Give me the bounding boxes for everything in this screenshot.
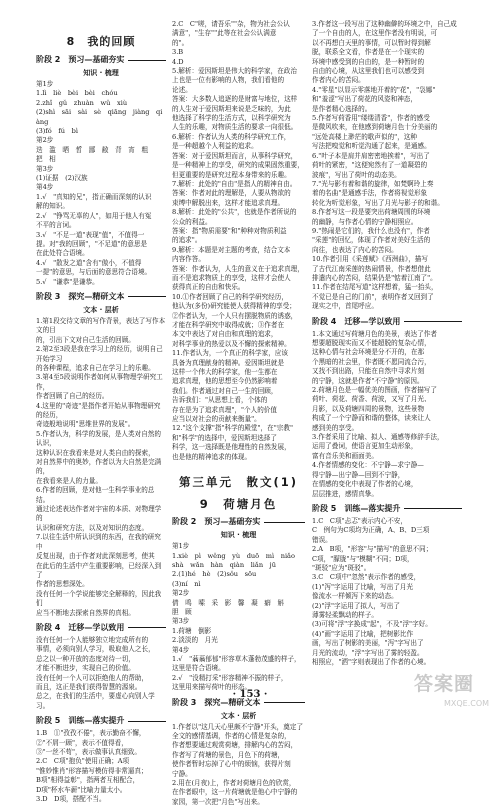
answer-line: 答案：作者认为，人生的意义在于追求真理， — [172, 264, 304, 273]
answer-line: B项"相得益彰"，指两者互相配合， — [36, 776, 140, 785]
answer-line: 又找不到出路，只能在自然中寻求片刻 — [312, 367, 425, 376]
answer-line: 8.解析：此处的"公共"，也就是作者所说的 — [172, 208, 297, 217]
answer-line: 在作者眼中，这一片荷塘就是他心中宁静的 — [172, 788, 298, 797]
answer-line: 把 相 — [36, 155, 56, 164]
answer-line: 公众的利益。 — [172, 217, 212, 226]
answer-line: 排遣内心的苦闷，结果仍是"惦着江南了"。 — [312, 273, 437, 282]
answer-line: (2)shì sāi sài sè qiāng jiàng qiàng — [36, 108, 163, 126]
answer-line: 月影，以及荷塘四周的景物，这些景物 — [312, 404, 425, 413]
answer-line: 3.√ "不足一道"表现"值"，不值得一 — [36, 230, 145, 239]
answer-line: 的人生对于爱因斯坦来说是乏味的，为此 — [172, 104, 291, 113]
answer-line: C项，"朦胧"与"模糊"不同；D项， — [312, 554, 414, 563]
answer-line: 1.本文通过写荷塘月色的美景，表达了作者 — [312, 329, 437, 338]
answer-line: 2.用在(月夜)上，作者对荷塘月色的欣赏， — [172, 779, 296, 788]
section-bar-stage5 — [36, 715, 166, 727]
answer-line: 他认为(多份)研究能使人获得精神的享受； — [172, 302, 296, 311]
answer-line: (1)证据 (2)汉族 — [36, 174, 88, 183]
column-left — [36, 20, 166, 804]
answer-line: 1.第1段交待文章的写作背景，表达了写作本文的目 — [36, 316, 166, 335]
answer-line: 倩 鸣 嗦 采 影 馨 凝 癖 斛 — [172, 598, 285, 607]
answer-line: 1.√ "蓊蓊郁郁"形容草木蓬勃茂盛的样子， — [172, 654, 301, 663]
answer-line: 月光的流动，"浮"字写出了雾的轻盈。 — [312, 648, 424, 657]
answer-line: 1.B ①"孜孜不倦"，表示勤奋不懈， — [36, 729, 146, 738]
answer-line: 9.解析：本题是对主题的考查，结合文本 — [172, 245, 291, 254]
answer-line: 和"科学"的选择中，爱因斯坦选择了 — [172, 433, 277, 442]
answer-line: 而且，这正是我们获得智慧的源泉。 — [36, 682, 142, 691]
answer-line: 10.①作者回顾了自己的科学研究经历， — [172, 292, 288, 301]
answer-line: (3)ní nì — [172, 579, 201, 588]
answer-line: 事情，必须向别人学习，吸取他人之长， — [36, 645, 155, 654]
answer-line: 2.C C"嗟，请吾乐""杂，物为社会公认 — [172, 20, 290, 28]
answer-line: 7."光与影有着和谐的旋律，如梵婀玲上奏 — [312, 179, 434, 188]
answer-block — [36, 317, 166, 618]
answer-line: 满意"，"生存""此等在社会公认满意 — [172, 29, 277, 38]
answer-line: 了一个自由的人，在这里作者没有明说，可 — [312, 29, 438, 38]
answer-line: 转化为听觉形象，写出了月光与影子的和谐。 — [312, 198, 444, 207]
section-rule — [128, 60, 166, 61]
answer-line: (3)fó fú bì — [36, 127, 78, 136]
answer-line: 我们。作者通过对自己一生的回顾， — [172, 386, 278, 395]
answer-line: 束缚中解脱出来，这样才能追求真理。 — [172, 198, 285, 207]
answer-line: 使作者暂时忘掉了心中的烦恼，获得片刻 — [172, 760, 291, 769]
answer-line: 想要超脱现实而又不能超脱的复杂心情， — [312, 339, 431, 347]
answer-line: 胆 顾 — [172, 607, 192, 616]
answer-line: 得宁静—出宁静—回到不宁静， — [312, 470, 405, 479]
section-label: 阶段 4 迁移—学以致用 — [36, 622, 125, 632]
answer-line: 向往，也表达了内心的苦闷。 — [312, 245, 398, 254]
answer-line: 答案：作者对此的理解是，人要从物欲的 — [172, 189, 291, 198]
answer-line: 1.C C项"忐忑"表示内心不安， — [312, 516, 407, 525]
answer-line: 的各种课程，追求自己在学习上的乐趣。 — [36, 363, 155, 372]
answer-line: 没有任何一个人可以拒绝他人的帮助， — [36, 673, 149, 682]
answer-line: C 例句为C项均为正确，A、B、D三项 — [312, 526, 430, 535]
section-bar-stage2 — [36, 54, 166, 66]
answer-line: 荷叶、荷花、荷香、荷波，又写了月光、 — [312, 395, 431, 404]
answer-line: 11.作者认为，一个真正的科学家，应该 — [172, 349, 288, 358]
answer-line: 奇迹般地说明"思维世界的发展"。 — [36, 420, 135, 429]
section-label: 阶段 3 探究—精研文本 — [36, 291, 125, 301]
answer-line: 也是他的精神追求的体现。 — [172, 452, 252, 461]
section-bar-stage4 — [312, 316, 462, 328]
answer-line: ②作者认为，一个人只有摆脱物质的诱惑， — [172, 311, 298, 320]
column-right — [312, 20, 462, 667]
answer-line: 3.D D项，搭配不当。 — [36, 795, 106, 804]
answer-line: 论述。 — [172, 85, 192, 94]
answer-line: 富有音乐美和画面美。 — [312, 451, 378, 460]
answer-line: 以不再想白天里的事情，可以暂时得到解 — [312, 38, 431, 47]
answer-line: shà wǎn hàn qiàn liǎn jū — [172, 560, 276, 569]
answer-line: 答案：指"物质需要"和"种种对物质利益 — [172, 226, 287, 235]
answer-line: 1.作者以"这几天心里颇不宁静"开头，奠定了 — [172, 722, 304, 731]
answer-block — [312, 517, 462, 668]
answer-line: 脱，联系全文看，作者是在一个现实的 — [312, 48, 425, 57]
section-label: 阶段 5 训练—落实提升 — [36, 716, 125, 726]
answer-line: 不觉已是自己的门前"，表明作者又回到了 — [312, 292, 434, 301]
answer-line: 2.√ "没精打采"形容精神不振的样子， — [172, 673, 288, 682]
answer-line: 8.作者写这一段是要突出荷塘周围的环境 — [312, 208, 431, 217]
answer-line: 反复出现，由于作者对此深刻思考，使其 — [36, 552, 155, 561]
answer-line: 在我看来是人的力量。 — [36, 476, 102, 485]
section-rule — [128, 627, 166, 628]
answer-line: 和"羞涩"写出了荷花的风姿和神态， — [312, 95, 417, 104]
answer-line: 薄雾轻柔飘动的样子。 — [312, 610, 378, 619]
answer-line: 不平的言词。 — [36, 221, 76, 230]
answer-line: 而不是追求物质上的享受，这样才会使人 — [172, 273, 291, 282]
answer-line: 存在是为了追求真理"，"个人的价值 — [172, 405, 277, 414]
answer-line: 获得真正的自由和快乐。 — [172, 283, 245, 292]
subsection-title: 文本 · 层析 — [83, 305, 119, 314]
answer-line: 波痕"，写出了荷叶的动态美。 — [312, 170, 401, 179]
section-label: 阶段 2 预习—基础夯实 — [36, 55, 125, 64]
answer-block — [172, 723, 305, 807]
answer-line: 个黑暗的社会里，作者既不愿同流合污， — [312, 357, 431, 366]
answer-line: 这里是符合语境。 — [172, 664, 225, 673]
answer-line: 3.B — [172, 48, 184, 57]
answer-line: 错误。 — [312, 535, 332, 544]
answer-line: 5.解析：爱因斯坦是伟大的科学家，在政治 — [172, 67, 297, 76]
answer-line: 相照应，"洒"字则表现出了作者的心境。 — [312, 658, 431, 666]
answer-line: (4)"画"字运用了比喻，把树影比作 — [312, 629, 414, 638]
watermark-logo — [414, 673, 494, 710]
answer-line: 人生的乐趣，对物质生活的要求一向很低。 — [172, 123, 298, 132]
answer-line: 他选择了科学的生活方式，以科学研究为 — [172, 114, 291, 123]
answer-line: (3)可将"浮"字换成"起"，不及"浮"字好。 — [312, 620, 432, 629]
answer-line: 第3步 — [172, 617, 190, 626]
answer-line: 作者写了荷塘的景色，月色下的荷塘， — [172, 750, 285, 759]
section-label: 阶段 3 探究—精研文本 — [172, 697, 261, 707]
answer-line: 4.这里的"奇迹"是指作者开始从事物理研究的经历， — [36, 401, 161, 419]
answer-line: (2)"浮"字运用了拟人，写出了 — [312, 601, 400, 610]
answer-line: 提。对"我的回顾"，"不足道"的意思是 — [36, 239, 148, 248]
answer-line: 2.C C项"抱负"使用正确；A项 — [36, 757, 130, 766]
answer-line: 科学，这一选择既是他理性的自然发展， — [172, 443, 291, 452]
answer-line: 宁静。 — [172, 769, 192, 778]
answer-line: 这种心情与社会环境是分不开的，在那 — [312, 348, 425, 357]
section-rule — [404, 321, 462, 322]
answer-line: 荷叶的紧密，"这便宛然有了一道凝碧的 — [312, 161, 428, 170]
section-label: 阶段 2 预习—基础夯实 — [172, 517, 261, 527]
answer-line: 是一种精神上的享受，研究的成果固然重要， — [172, 161, 304, 170]
answer-line: 是作者精心选择的。 — [312, 104, 372, 113]
answer-line: 总之，在我们的生活中，要虚心向别人学习。 — [36, 692, 155, 710]
answer-line: 答案：大多数人追逐的是财富与地位，这样 — [172, 95, 298, 104]
answer-line: 本文中表达了对自由和真理的追求， — [172, 330, 278, 339]
answer-line: 构成了一个宁静而和谐的整体，读来让人 — [312, 414, 431, 423]
answer-line: 在情感的变化中表现了作者的心境， — [312, 480, 418, 489]
answer-line: "采莲"的回忆，体现了作者对美好生活的 — [312, 236, 431, 245]
answer-line: 2.荷塘月色是一幅优美的图画，作者描写了 — [312, 386, 437, 395]
answer-line: "远处高楼上渺茫的歌声似的"，这种 — [312, 132, 417, 141]
answer-line: 告诉我们："从思想上看，个体的 — [172, 396, 268, 405]
answer-line: 4.√ "散发之道"含有"傲小，不值得 — [36, 258, 142, 267]
answer-line: 11.作者在结尾写道"这样想着，猛一抬头， — [312, 283, 438, 292]
answer-line: 的宁静，这就是作者"不宁静"的原因。 — [312, 376, 424, 385]
answer-line: 第4步 — [172, 645, 190, 654]
answer-line: 2.A B项，"形容"与"描写"的意思不同； — [312, 545, 433, 554]
answer-line: 运用了叠词，使语言更加生动形象， — [312, 442, 418, 451]
answer-line: 5.作者认为，科学的发展，是人类对自然的认识， — [36, 429, 161, 448]
watermark-url: MXQE.COM — [444, 699, 490, 708]
answer-block — [172, 542, 305, 693]
section-bar-stage2 — [172, 516, 305, 528]
answer-line: 的"。 — [172, 38, 189, 47]
answer-line: 2.淡淡的 月光 — [172, 636, 218, 645]
answer-line: ③"一丝不苟"，表示做事认真细致。 — [36, 748, 141, 756]
answer-line: 才能在科学研究中取得成就；③作者在 — [172, 321, 285, 329]
answer-line: 像流水一样倾泻下来的动态。 — [312, 592, 398, 601]
answer-line: 3.第4至5段说明作者如何从事物理学研究工作， — [36, 373, 163, 391]
chapter-title: 8 我的回顾 — [66, 35, 136, 48]
answer-line: "斑驳"应为"斑驳"。 — [312, 563, 371, 572]
section-label: 阶段 4 迁移—学以致用 — [312, 316, 401, 326]
answer-line: 作者回顾了自己的经历。 — [36, 392, 109, 401]
answer-line: 3.C C项中"忽然"表示作者的感受， — [312, 573, 421, 582]
answer-line: 6."叶子本是肩并肩密密地挨着"，写出了 — [312, 151, 430, 160]
answer-line: 第2步 — [36, 136, 54, 145]
answer-line: 了古代江南采莲的热闹情景，作者想借此 — [312, 264, 431, 273]
answer-line: 没有任何一个学说能够完全解释的，因此我们 — [36, 589, 162, 608]
answer-line: 答案：对于爱因斯坦而言，从事科学研究， — [172, 151, 298, 160]
answer-line: 6.作者的回顾，是对他一生科学事业的总结。 — [36, 486, 155, 504]
answer-line: 4."零星"以显示零落地开着的"花"，"袅娜" — [312, 85, 436, 94]
answer-line: 2.(1)hé hè (2)sǒu sōu — [172, 570, 257, 579]
answer-line: 1.lì liè bèi bèi chóu — [36, 89, 118, 98]
answer-line: 1.xiè pì wěng yù duō mì niǎo — [172, 551, 295, 560]
answer-line: 1.荷塘 倒影 — [172, 626, 212, 635]
subsection-title: 知识 · 梳理 — [220, 531, 257, 540]
answer-line: 对自然界中的奥妙，作者以为大自然是完满的， — [36, 458, 162, 476]
watermark-text: 答案圈 — [414, 673, 475, 695]
answer-block — [36, 636, 166, 711]
section-bar-stage5 — [312, 503, 462, 515]
section-rule — [264, 702, 305, 703]
answer-line: 7.以往生活中所认识到的东西，在我的研究中 — [36, 533, 161, 551]
answer-line: 1.√ "真知的兄"，指正确而深刻的认识 — [36, 192, 152, 201]
answer-line: 才能不断进步，实现自己的价值。 — [36, 664, 135, 673]
answer-line: 2.zhǐ gǔ zhuàn wǔ xiù — [36, 98, 128, 107]
answer-line: 6.解析：作者认为人类的科学研究工作， — [172, 132, 291, 141]
answer-line: 是微风吹来，在他感到荷塘月色十分美丽的 — [312, 123, 438, 132]
section-rule — [128, 296, 166, 297]
answer-line: 家园，第一次把"月色"写出来。 — [172, 797, 264, 806]
answer-line: 在此处符合语境。 — [36, 249, 89, 258]
subsection-title: 文本 · 层析 — [220, 711, 257, 720]
section-bar-stage4 — [36, 622, 166, 634]
answer-line: 内容作答。 — [172, 255, 205, 264]
answer-line: 7.解析：此处的"自由"是指人的精神自由。 — [172, 179, 297, 188]
answer-line: 着的名曲"是通感手法，作者将视觉形象 — [312, 189, 428, 198]
answer-line: 在此后的生活中产生重要影响，已经深入到了 — [36, 561, 162, 579]
answer-line: 第1步 — [36, 80, 54, 88]
answer-line: 总之以一种开放的态度对待一切， — [36, 654, 135, 663]
page-number: · 153 · — [232, 689, 268, 700]
answer-line: 3.作者这一段写出了这种幽僻的环境之中，自己成 — [312, 20, 457, 28]
answer-line: 现实之中，首尾呼应。 — [312, 302, 378, 311]
answer-line: 没有任何一个人能够独立地完成所有的 — [36, 635, 149, 644]
answer-line: 这种认识在我看来是对人类自由的探索， — [36, 448, 155, 457]
lesson-title: 9 荷塘月色 — [199, 497, 278, 512]
answer-line: 画，写出了树影的美丽，"泻"字写出了 — [312, 639, 424, 648]
answer-line: 迭 滥 晒 皙 鄙 敝 背 宵 粗 — [36, 145, 149, 154]
answer-line: 的追求"。 — [172, 236, 202, 245]
answer-line: 一提"的意思，与后面的意思符合语境。 — [36, 268, 152, 277]
section-bar-stage3 — [36, 291, 166, 303]
answer-line: 5.作者写荷香用"缕缕清香"，作者的感受 — [312, 114, 430, 123]
answer-line: "惟妙惟肖"形容描写模仿得非常逼真； — [36, 766, 148, 775]
answer-line: 具备为真理献身的精神。爱因斯坦就是 — [172, 358, 285, 367]
answer-line: (1)"泻"字运用了比喻，写出了月光 — [312, 582, 414, 591]
answer-line: 全文的感情基调，作者的心情是复杂的， — [172, 732, 291, 740]
answer-line: 2.√ "铮骂无辜的人"，如用于他人有冤 — [36, 211, 152, 220]
answer-line: 自由的心境，从这里我们也可以感受到 — [312, 67, 425, 76]
answer-line: D项"杯水车薪"比喻力量太小。 — [36, 785, 127, 794]
answer-line: 解的知识。 — [36, 202, 69, 211]
answer-line: 5.√ "谦恭"是谦恭。 — [36, 277, 99, 286]
answer-line: 第3步 — [36, 164, 54, 173]
answer-line: 2.第2至3段是我在学习上的经历，说明自己开始学习 — [36, 345, 163, 363]
answer-block — [36, 80, 166, 287]
section-label: 阶段 5 训练—落实提升 — [312, 503, 401, 513]
answer-line: 10.作者引用《采莲赋》《西洲曲》，描写 — [312, 255, 428, 264]
answer-line: 3.作者采用了比喻、拟人、通感等修辞手法， — [312, 433, 444, 442]
answer-block — [36, 729, 166, 804]
answer-line: 应当不断地去探索自然界的真相。 — [36, 608, 135, 617]
answer-block — [312, 20, 462, 312]
answer-block — [172, 20, 305, 293]
answer-line: 第2步 — [172, 589, 190, 598]
answer-line: 写法把嗅觉和听觉沟通了起来，是通感。 — [312, 142, 431, 151]
answer-block — [312, 330, 462, 499]
unit-title: 第三单元 散文(1) — [178, 475, 298, 490]
answer-line: 是一种超越个人利益的追求。 — [172, 142, 258, 151]
answer-line: 12."这个支撑"指"科学的殿堂"，在"宗教" — [172, 424, 293, 433]
answer-line: 的幽静，与作者心情的宁静相照应。 — [312, 217, 418, 226]
answer-line: 第4步 — [36, 183, 54, 192]
answer-line: 感到美的享受。 — [312, 423, 359, 432]
subsection-title: 知识 · 梳理 — [83, 69, 119, 77]
answer-line: 认识和研究方法，以及对知识的态度。 — [36, 523, 149, 532]
section-rule — [404, 508, 462, 509]
answer-line: 9."热闹是它们的，我什么也没有"，作者 — [312, 226, 430, 235]
answer-line: 4.作者情感的变化：不宁静—求宁静— — [312, 461, 424, 470]
answer-line: 作者想要通过观赏荷塘，排解内心的苦闷， — [172, 741, 298, 750]
answer-line: 4.D — [172, 57, 184, 66]
answer-line: 这样一个伟大的科学家，他一生都在 — [172, 368, 278, 377]
answer-line: 作者内心的苦闷。 — [312, 76, 365, 85]
answer-line: 通过论述表达作者对宇宙的本质、对物理学的 — [36, 505, 162, 523]
section-rule — [264, 522, 305, 523]
answer-line: 的，引出下文对自己生活的回顾。 — [36, 335, 135, 344]
answer-line: 这里用来描写荷叶的形态。 — [172, 683, 252, 692]
answer-line: 层层推进，感情真挚。 — [312, 489, 378, 498]
section-rule — [128, 721, 166, 722]
answer-line: 对科学事业的热爱以及不懈的探索精神。 — [172, 339, 291, 348]
answer-line: 应当以对社会的贡献来衡量"。 — [172, 415, 261, 424]
answer-block — [172, 293, 305, 462]
answer-line: 作者的思想深处。 — [36, 580, 89, 589]
answer-line: 环境中感受到的自由的，是一种暂时的 — [312, 57, 425, 66]
answer-line: 追求真理，他的思想至今仍然影响着 — [172, 377, 278, 386]
answer-line: 第1步 — [172, 542, 190, 551]
answer-line: ②"不屑一顾"，表示不值得看， — [36, 738, 128, 747]
answer-line: 上也是一位有影响的人物，我们看他的 — [172, 76, 285, 85]
answer-line: 但更重要的是研究过程本身带来的乐趣。 — [172, 170, 291, 179]
